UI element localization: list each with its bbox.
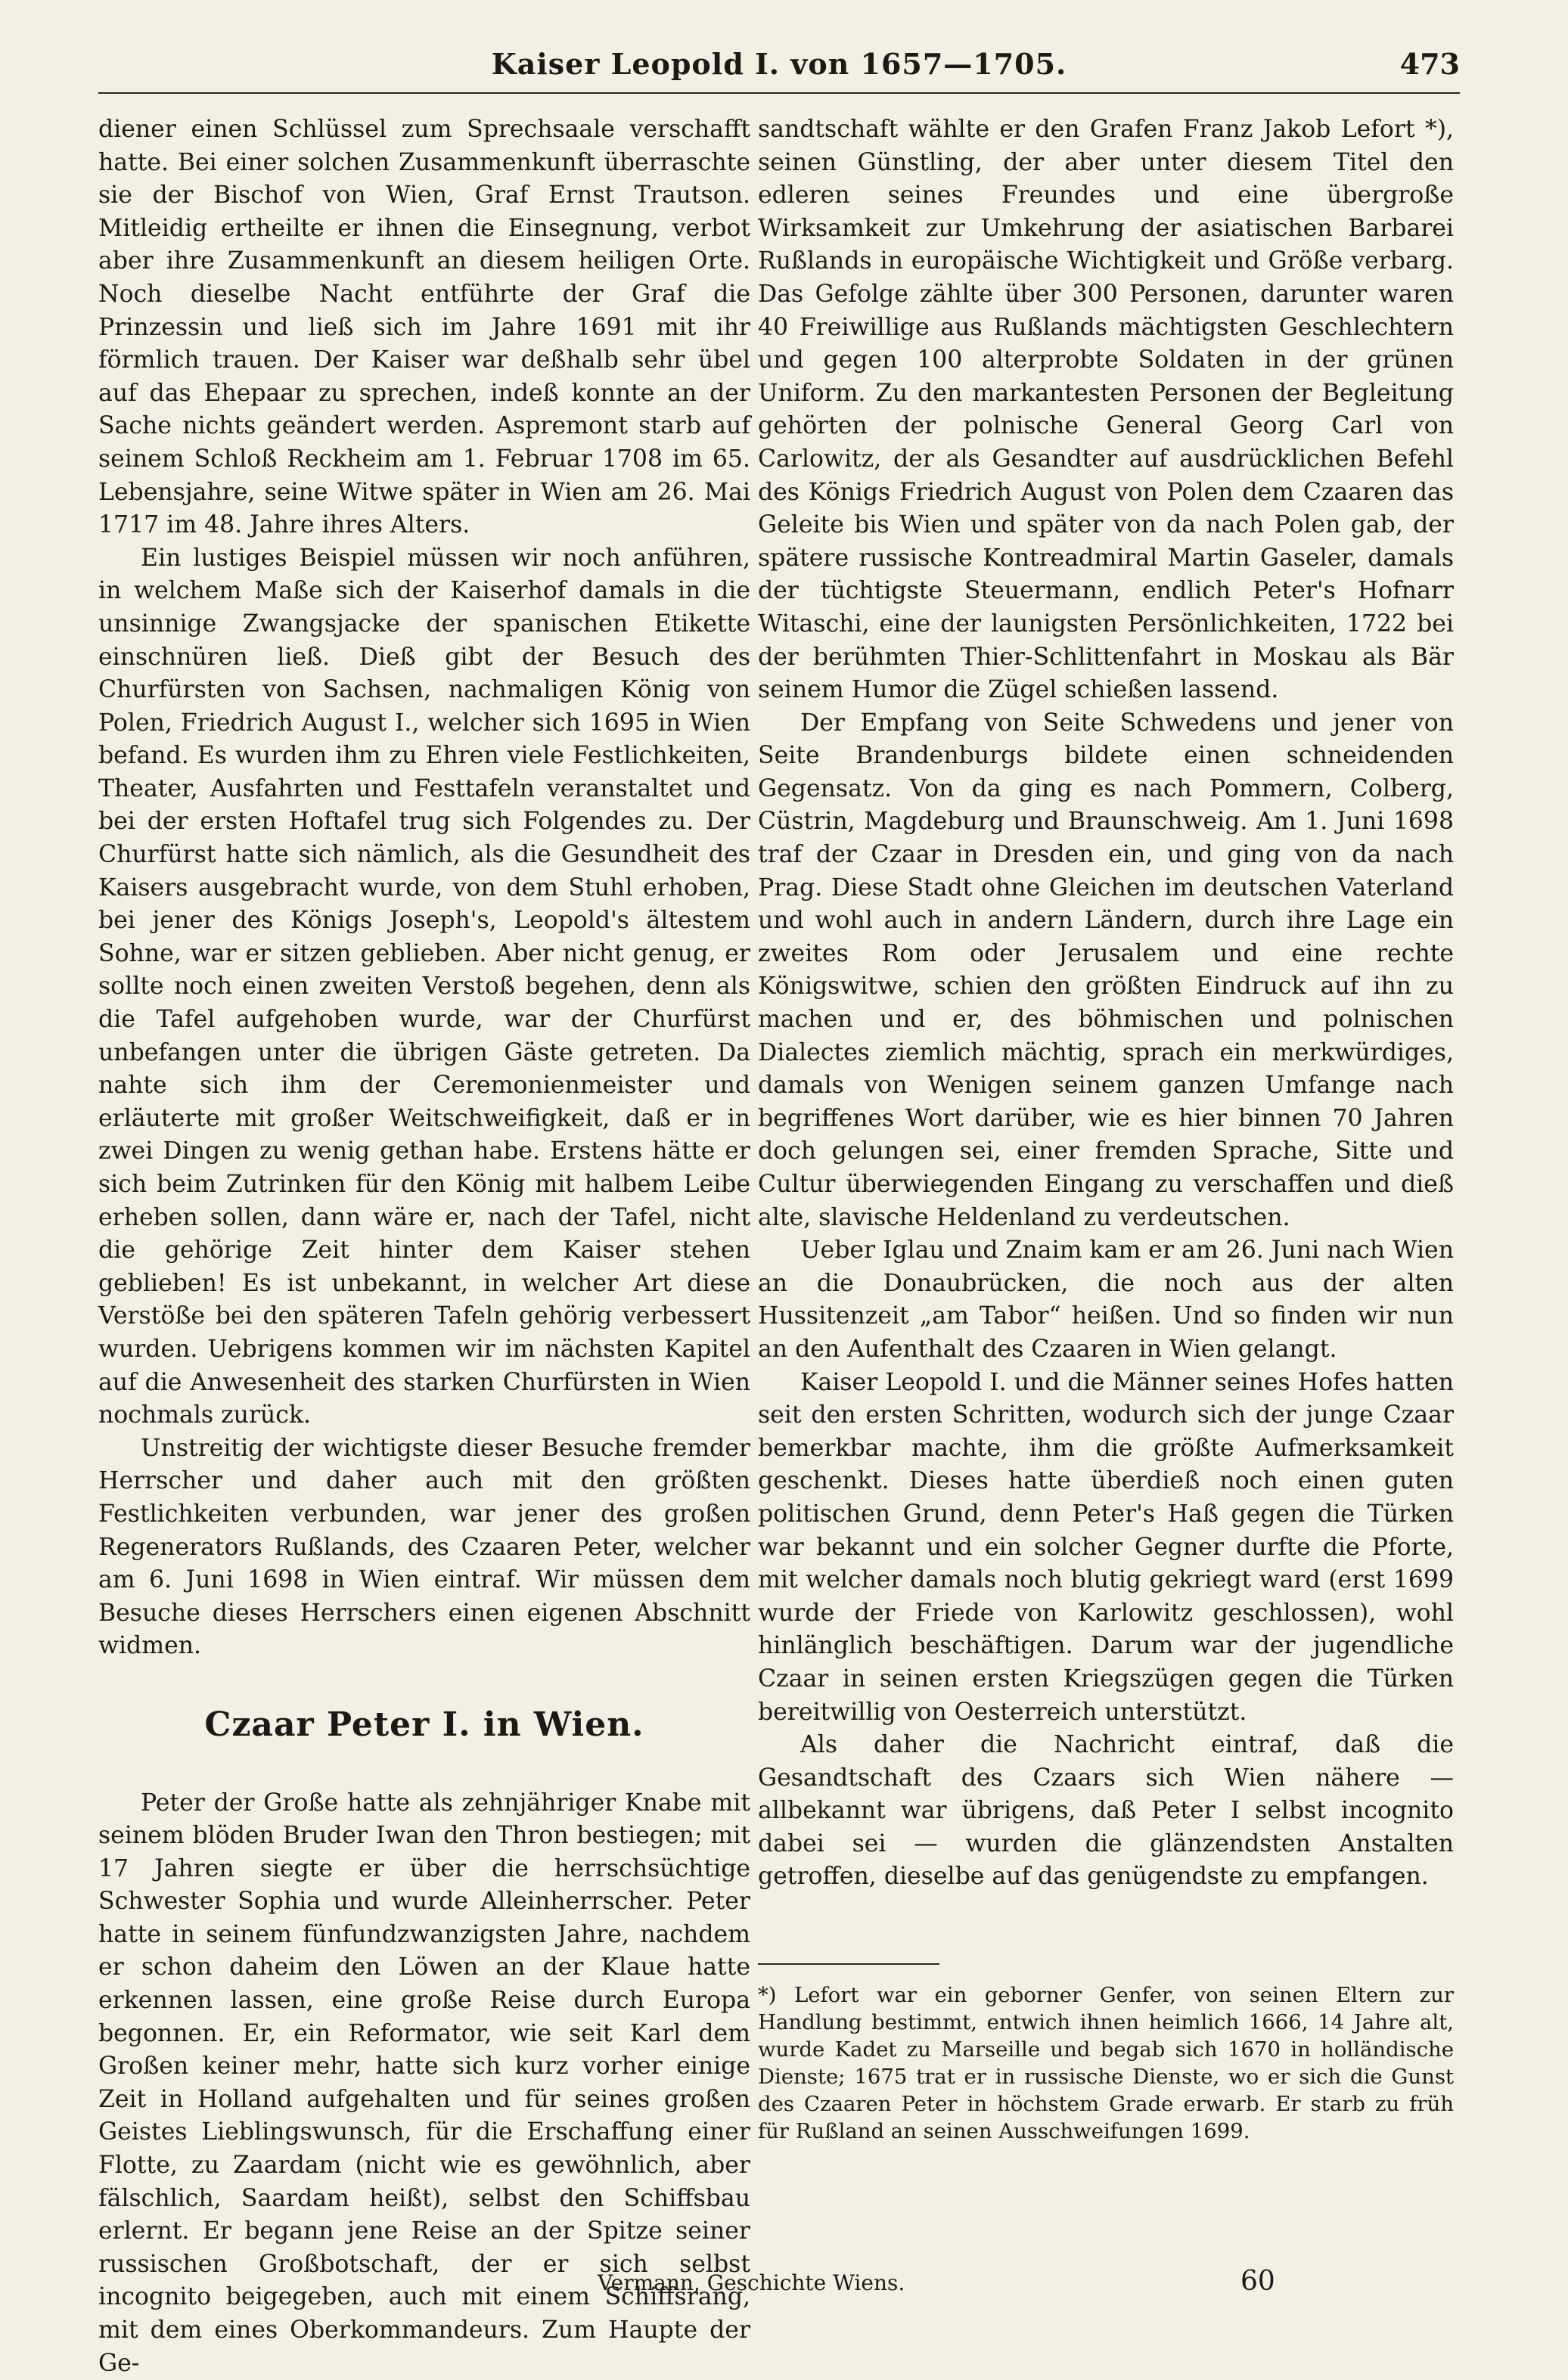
paragraph: Der Empfang von Seite Schwedens und jener von Seite Brandenburgs bildete einen schneidenden Gegensatz. Von da ging es nach Pommern, Colberg, Cüstrin, Magdeburg und Braunschweig. Am 1. Juni 1698 traf der Czaar in Dresden ein, und ging von da nach Prag. Diese Stadt ohne Gleichen im deutschen Vaterland und wohl auch in andern Ländern, durch ihre Lage ein zweites Rom oder Jerusalem und eine rechte Königswitwe, schien den größten Eindruck auf ihn zu machen und er, des böhmischen und polnischen Dialectes ziemlich mächtig, sprach ein merkwürdiges, damals von Wenigen seinem ganzen Umfange nach begriffenes Wort darüber, wie es hier binnen 70 Jahren doch gelungen sei, einer fremden Sprache, Sitte und Cultur überwiegenden Eingang zu verschaffen und dieß alte, slavische Heldenland zu verdeutschen. [758,707,1454,1235]
footnote-rule [758,1963,939,1965]
paragraph: diener einen Schlüssel zum Sprechsaale verschafft hatte. Bei einer solchen Zusammenkunft überraschte sie der Bischof von Wien, Graf Ernst Trautson. Mitleidig ertheilte er ihnen die Einsegnung, verbot aber ihre Zusammenkunft an diesem heiligen Orte. Noch dieselbe Nacht entführte der Graf die Prinzessin und ließ sich im Jahre 1691 mit ihr förmlich trauen. Der Kaiser war deßhalb sehr übel auf das Ehepaar zu sprechen, indeß konnte an der Sache nichts geändert werden. Aspremont starb auf seinem Schloß Reckheim am 1. Februar 1708 im 65. Lebensjahre, seine Witwe später in Wien am 26. Mai 1717 im 48. Jahre ihres Alters. [98,113,750,542]
paragraph: Als daher die Nachricht eintraf, daß die Gesandtschaft des Czaars sich Wien nähere — allbekannt war übrigens, daß Peter I selbst incognito dabei sei — wurden die glänzendsten Anstalten getroffen, dieselbe auf das genügendste zu empfangen. [758,1729,1454,1894]
paragraph: Kaiser Leopold I. und die Männer seines Hofes hatten seit den ersten Schritten, wodurch sich der junge Czaar bemerkbar machte, ihm die größte Aufmerksamkeit geschenkt. Dieses hatte überdieß noch einen guten politischen Grund, denn Peter's Haß gegen die Türken war bekannt und ein solcher Gegner durfte die Pforte, mit welcher damals noch blutig gekriegt ward (erst 1699 wurde der Friede von Karlowitz geschlossen), wohl hinlänglich beschäftigen. Darum war der jugendliche Czaar in seinen ersten Kriegszügen gegen die Türken bereitwillig von Oesterreich unterstützt. [758,1367,1454,1730]
page-footer [598,2270,1452,2304]
section-title: Czaar Peter I. in Wien. [98,1708,750,1742]
footnote: *) Lefort war ein geborner Genfer, von seinen Eltern zur Handlung bestimmt, entwich ihnen heimlich 1666, 14 Jahre alt, wurde Kadet zu Marseille und begab sich 1670 in holländische Dienste; 1675 trat er in russische Dienste, wo er sich die Gunst des Czaaren Peter in höchstem Grade erwarb. Er starb zu früh für Rußland an seinen Ausschweifungen 1699. [758,1981,1454,2145]
paragraph: Ueber Iglau und Znaim kam er am 26. Juni nach Wien an die Donaubrücken, die noch aus der alten Hussitenzeit „am Tabor“ heißen. Und so finden wir nun an den Aufenthalt des Czaaren in Wien gelangt. [758,1234,1454,1366]
page-number: 473 [1400,47,1460,81]
running-title: Kaiser Leopold I. von 1657—1705. [98,47,1460,81]
paragraph: sandtschaft wählte er den Grafen Franz Jakob Lefort *), seinen Günstling, der aber unter diesem Titel den edleren seines Freundes und eine übergroße Wirksamkeit zur Umkehrung der asiatischen Barbarei Rußlands in europäische Wichtigkeit und Größe verbarg. Das Gefolge zählte über 300 Personen, darunter waren 40 Freiwillige aus Rußlands mächtigsten Geschlechtern und gegen 100 alterprobte Soldaten in der grünen Uniform. Zu den markantesten Personen der Begleitung gehörten der polnische General Georg Carl von Carlowitz, der als Gesandter auf ausdrücklichen Befehl des Königs Friedrich August von Polen dem Czaaren das Geleite bis Wien und später von da nach Polen gab, der spätere russische Kontreadmiral Martin Gaseler, damals der tüchtigste Steuermann, endlich Peter's Hofnarr Witaschi, eine der launigsten Persönlichkeiten, 1722 bei der berühmten Thier-Schlittenfahrt in Moskau als Bär seinem Humor die Zügel schießen lassend. [758,113,1454,707]
paragraph: Peter der Große hatte als zehnjähriger Knabe mit seinem blöden Bruder Iwan den Thron bestiegen; mit 17 Jahren siegte er über die herrschsüchtige Schwester Sophia und wurde Alleinherrscher. Peter hatte in seinem fünfundzwanzigsten Jahre, nachdem er schon daheim den Löwen an der Klaue hatte erkennen lassen, eine große Reise durch Europa begonnen. Er, ein Reformator, wie seit Karl dem Großen keiner mehr, hatte sich kurz vorher einige Zeit in Holland aufgehalten und für seines großen Geistes Lieblingswunsch, für die Erschaffung einer Flotte, zu Zaardam (nicht wie es gewöhnlich, aber fälschlich, Saardam heißt), selbst den Schiffsbau erlernt. Er begann jene Reise an der Spitze seiner russischen Großbotschaft, der er sich selbst incognito beigegeben, auch mit einem Schiffsrang, mit dem eines Oberkommandeurs. Zum Haupte der Ge- [98,1787,750,2380]
sheet-number: 60 [1240,2266,1275,2297]
paragraph: Unstreitig der wichtigste dieser Besuche fremder Herrscher und daher auch mit den größten Festlichkeiten verbunden, war jener des großen Regenerators Rußlands, des Czaaren Peter, welcher am 6. Juni 1698 in Wien eintraf. Wir müssen dem Besuche dieses Herrschers einen eigenen Abschnitt widmen. [98,1432,750,1663]
page-header [98,47,1460,85]
signature-mark: Vermann, Geschichte Wiens. [598,2270,905,2295]
left-column [98,113,750,2380]
paragraph: Ein lustiges Beispiel müssen wir noch anführen, in welchem Maße sich der Kaiserhof damals in die unsinnige Zwangsjacke der spanischen Etikette einschnüren ließ. Dieß gibt der Besuch des Churfürsten von Sachsen, nachmaligen König von Polen, Friedrich August I., welcher sich 1695 in Wien befand. Es wurden ihm zu Ehren viele Festlichkeiten, Theater, Ausfahrten und Festtafeln veranstaltet und bei der ersten Hoftafel trug sich Folgendes zu. Der Churfürst hatte sich nämlich, als die Gesundheit des Kaisers ausgebracht wurde, von dem Stuhl erhoben, bei jener des Königs Joseph's, Leopold's ältestem Sohne, war er sitzen geblieben. Aber nicht genug, er sollte noch einen zweiten Verstoß begehen, denn als die Tafel aufgehoben wurde, war der Churfürst unbefangen unter die übrigen Gäste getreten. Da nahte sich ihm der Ceremonienmeister und erläuterte mit großer Weitschweifigkeit, daß er in zwei Dingen zu wenig gethan habe. Erstens hätte er sich beim Zutrinken für den König mit halbem Leibe erheben sollen, dann wäre er, nach der Tafel, nicht die gehörige Zeit hinter dem Kaiser stehen geblieben! Es ist unbekannt, in welcher Art diese Verstöße bei den späteren Tafeln gehörig verbessert wurden. Uebrigens kommen wir im nächsten Kapitel auf die Anwesenheit des starken Churfürsten in Wien nochmals zurück. [98,542,750,1432]
header-rule [98,92,1460,94]
right-column [758,113,1454,2145]
